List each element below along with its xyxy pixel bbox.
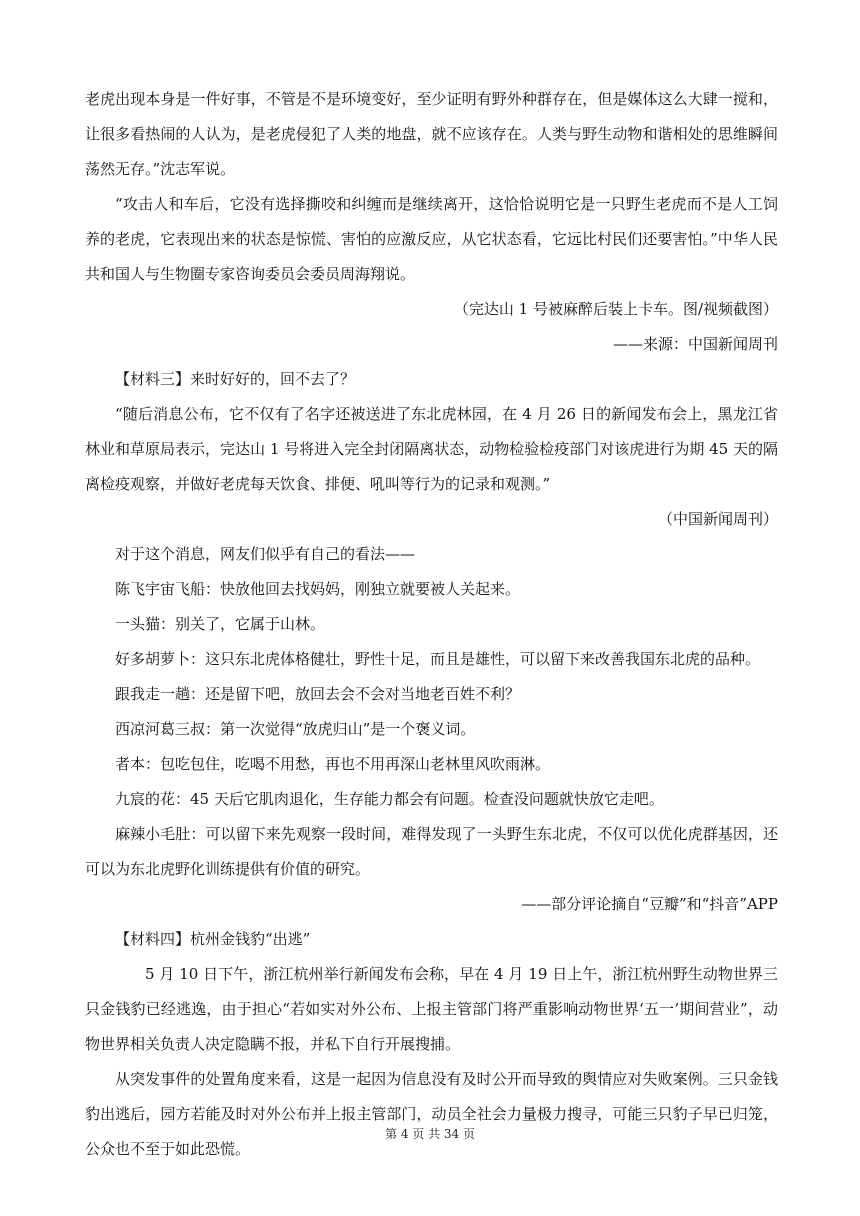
material-four-title: 【材料四】杭州金钱豹“出逃” <box>115 930 311 948</box>
comment-item: 跟我走一趟：还是留下吧，放回去会不会对当地老百姓不利？ <box>115 685 521 703</box>
paragraph-news-release: “随后消息公布，它不仅有了名字还被送进了东北虎林园，在 4 月 26 日的新闻发布会上，黑龙江省林业和草原局表示，完达山 1 号将进入完全封闭隔离状态，动物检验检疫部门对该虎进行为期 45 天的隔离检疫观察，并做好老虎每天饮食、排便、吼叫等行为的记录和观测。” <box>85 405 778 493</box>
source-line: ——来源：中国新闻周刊 <box>612 335 778 353</box>
paragraph-analysis: 从突发事件的处置角度来看，这是一起因为信息没有及时公开而导致的舆情应对失败案例。三只金钱豹出逃后，园方若能及时对外公布并上报主管部门，动员全社会力量极力搜寻，可能三只豹子早已归笼，公众也不至于如此恐慌。 <box>85 1070 778 1158</box>
source-line: ——部分评论摘自“豆瓣”和“抖音”APP <box>521 895 778 913</box>
comment-item: 一头猫：别关了，它属于山林。 <box>115 615 326 633</box>
paragraph-quote-zhou: “攻击人和车后，它没有选择撕咬和纠缠而是继续离开，这恰恰说明它是一只野生老虎而不是人工饲养的老虎，它表现出来的状态是惊慌、害怕的应激反应，从它状态看，它远比村民们还要害怕。”中华人民共和国人与生物圈专家咨询委员会委员周海翔说。 <box>85 195 778 283</box>
comment-item: 西凉河葛三叔：第一次觉得“放虎归山”是一个褒义词。 <box>115 720 476 738</box>
material-three-title: 【材料三】来时好好的，回不去了？ <box>115 370 356 388</box>
comment-item: 者本：包吃包住，吃喝不用愁，再也不用再深山老林里风吹雨淋。 <box>115 755 551 773</box>
comment-item: 九宸的花：45 天后它肌肉退化，生存能力都会有问题。检查没问题就快放它走吧。 <box>115 790 664 808</box>
paragraph-intro-comments: 对于这个消息，网友们似乎有自己的看法—— <box>115 545 416 563</box>
comment-item: 陈飞宇宙飞船：快放他回去找妈妈，刚独立就要被人关起来。 <box>115 580 521 598</box>
document-page <box>85 82 778 1167</box>
page-number: 第 4 页 共 34 页 <box>385 1127 475 1141</box>
comment-item: 好多胡萝卜：这只东北虎体格健壮，野性十足，而且是雄性，可以留下来改善我国东北虎的品种。 <box>115 650 761 668</box>
image-caption: （完达山 1 号被麻醉后装上卡车。图/视频截图） <box>453 300 778 318</box>
comment-item: 麻辣小毛肚：可以留下来先观察一段时间，难得发现了一头野生东北虎，不仅可以优化虎群基因，还可以为东北虎野化训练提供有价值的研究。 <box>85 825 778 878</box>
paragraph-quote-shen: 老虎出现本身是一件好事，不管是不是环境变好，至少证明有野外种群存在，但是媒体这么大肆一搅和，让很多看热闹的人认为，是老虎侵犯了人类的地盘，就不应该存在。人类与野生动物和谐相处的思维瞬间荡然无存。”沈志军说。 <box>85 90 778 178</box>
paragraph-leopard-news: 5 月 10 日下午，浙江杭州举行新闻发布会称，早在 4 月 19 日上午，浙江杭州野生动物世界三只金钱豹已经逃逸，由于担心“若如实对外公布、上报主管部门将严重影响动物世界‘五一’期间营业”，动物世界相关负责人决定隐瞒不报，并私下自行开展搜捕。 <box>85 965 778 1053</box>
source-line: （中国新闻周刊） <box>657 510 778 528</box>
